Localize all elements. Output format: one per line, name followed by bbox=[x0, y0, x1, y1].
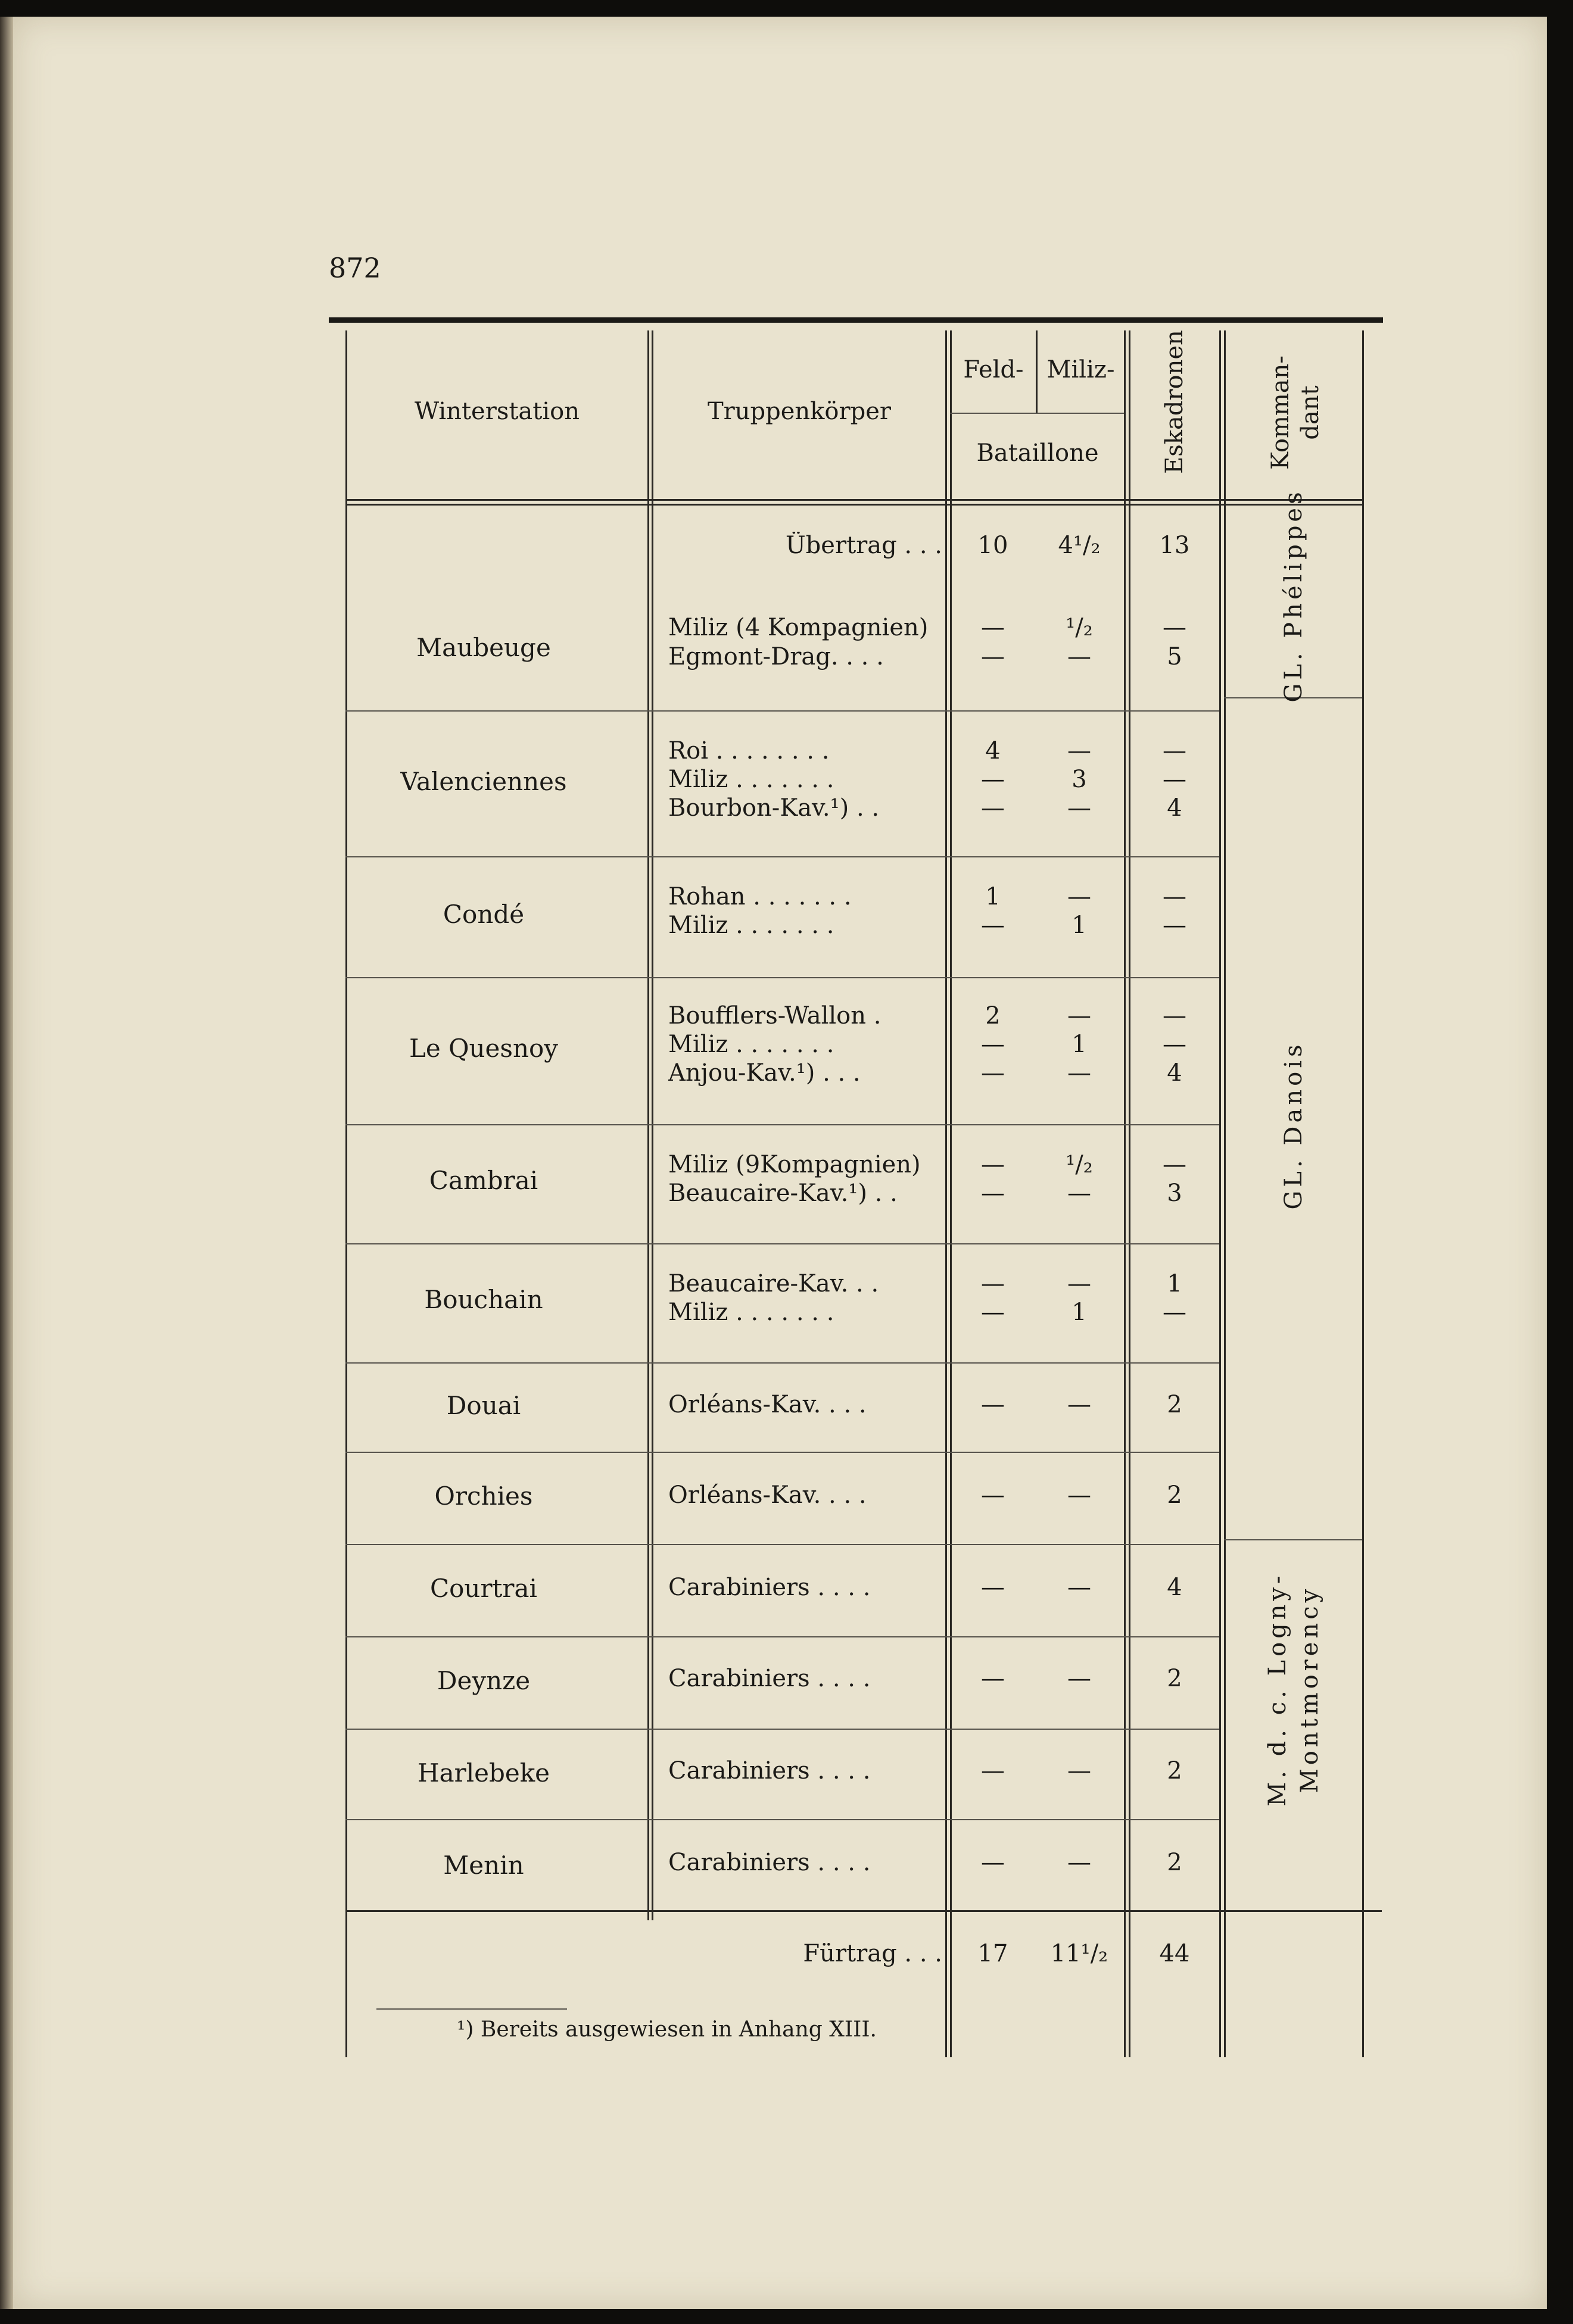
troop: Beaucaire-Kav.¹) . . bbox=[668, 1180, 898, 1207]
troop: Miliz . . . . . . . bbox=[668, 766, 834, 793]
esk-value: 2 bbox=[1167, 1481, 1182, 1509]
esk-value: 4 bbox=[1167, 1059, 1182, 1087]
group-divider bbox=[345, 1819, 1219, 1820]
col-divider-bataillone bbox=[1124, 330, 1126, 2057]
miliz-value: 1 bbox=[1071, 1299, 1087, 1326]
station-menin: Menin bbox=[443, 1851, 524, 1880]
header-eskadronen: Eskadronen bbox=[1161, 330, 1188, 474]
group-divider bbox=[345, 1544, 1219, 1545]
troop: Anjou-Kav.¹) . . . bbox=[668, 1059, 861, 1087]
group-divider bbox=[345, 1243, 1219, 1244]
miliz-value: — bbox=[1067, 1481, 1091, 1509]
troop: Miliz . . . . . . . bbox=[668, 1031, 834, 1058]
header-troops: Truppenkörper bbox=[707, 398, 892, 425]
col-divider-bataillone-double bbox=[1129, 330, 1130, 2057]
col-divider-station bbox=[647, 330, 649, 1920]
miliz-value: 3 bbox=[1071, 766, 1087, 793]
miliz-value: — bbox=[1067, 1391, 1091, 1418]
feld-value: — bbox=[981, 1665, 1005, 1692]
troop: Boufflers-Wallon . bbox=[668, 1002, 881, 1030]
feld-value: 1 bbox=[985, 883, 1001, 910]
page-number: 872 bbox=[329, 252, 381, 284]
col-divider-station-double bbox=[652, 330, 653, 1920]
footnote: ¹) Bereits ausgewiesen in Anhang XIII. bbox=[457, 2017, 877, 2042]
esk-value: — bbox=[1163, 1151, 1186, 1178]
group-divider bbox=[345, 1636, 1219, 1637]
miliz-value: — bbox=[1067, 883, 1091, 910]
feld-value: — bbox=[981, 614, 1005, 641]
esk-value: — bbox=[1163, 737, 1186, 765]
feld-value: — bbox=[981, 1757, 1005, 1785]
troop: Roi . . . . . . . . bbox=[668, 737, 830, 765]
group-divider bbox=[345, 1124, 1219, 1125]
feld-value: — bbox=[981, 1391, 1005, 1418]
feld-value: — bbox=[981, 1180, 1005, 1207]
total-rule bbox=[345, 1910, 1382, 1912]
garrison-table bbox=[329, 317, 1383, 2056]
header-bataillone: Bataillone bbox=[976, 439, 1099, 467]
esk-value: — bbox=[1163, 1299, 1186, 1326]
troop: Miliz . . . . . . . bbox=[668, 912, 834, 939]
troop: Miliz (9Kompagnien) bbox=[668, 1151, 921, 1178]
station-valenciennes: Valenciennes bbox=[400, 767, 567, 796]
col-divider-esk bbox=[1219, 330, 1221, 2057]
miliz-value: 1 bbox=[1071, 912, 1087, 939]
miliz-value: — bbox=[1067, 1270, 1091, 1297]
book-page bbox=[13, 17, 1547, 2309]
station-le-quesnoy: Le Quesnoy bbox=[409, 1034, 559, 1063]
esk-value: 2 bbox=[1167, 1757, 1182, 1785]
total-esk: 44 bbox=[1159, 1940, 1190, 1967]
total-miliz: 11¹/₂ bbox=[1050, 1940, 1108, 1967]
esk-value: — bbox=[1163, 1031, 1186, 1058]
header-bottom-rule bbox=[345, 499, 1362, 501]
miliz-value: 1 bbox=[1071, 1031, 1087, 1058]
station-bouchain: Bouchain bbox=[424, 1285, 543, 1314]
group-divider bbox=[345, 856, 1219, 857]
troop: Rohan . . . . . . . bbox=[668, 883, 852, 910]
esk-value: — bbox=[1163, 614, 1186, 641]
carry-label: Übertrag . . . bbox=[785, 532, 942, 559]
group-divider bbox=[345, 1729, 1219, 1730]
troop: Carabiniers . . . . bbox=[668, 1574, 871, 1601]
feld-value: — bbox=[981, 794, 1005, 822]
miliz-value: — bbox=[1067, 1180, 1091, 1207]
commander-danois: GL. Danois bbox=[1280, 1041, 1307, 1210]
commander-logny-montmorency: M. d. c. Logny- Montmorency bbox=[1264, 1572, 1323, 1807]
feld-value: — bbox=[981, 1574, 1005, 1601]
group-divider bbox=[345, 710, 1219, 712]
miliz-value: — bbox=[1067, 643, 1091, 670]
esk-value: 3 bbox=[1167, 1180, 1182, 1207]
troop: Carabiniers . . . . bbox=[668, 1849, 871, 1876]
troop: Miliz (4 Kompagnien) bbox=[668, 614, 929, 641]
esk-value: — bbox=[1163, 883, 1186, 910]
esk-value: 2 bbox=[1167, 1665, 1182, 1692]
feld-value: — bbox=[981, 1059, 1005, 1087]
total-label: Fürtrag . . . bbox=[803, 1940, 942, 1967]
troop: Miliz . . . . . . . bbox=[668, 1299, 834, 1326]
header-miliz: Miliz- bbox=[1046, 356, 1115, 383]
carry-feld: 10 bbox=[977, 532, 1008, 559]
esk-value: 2 bbox=[1167, 1391, 1182, 1418]
feld-value: — bbox=[981, 1299, 1005, 1326]
carry-esk: 13 bbox=[1159, 532, 1190, 559]
feld-value: — bbox=[981, 766, 1005, 793]
esk-value: 4 bbox=[1167, 794, 1182, 822]
miliz-value: ¹/₂ bbox=[1066, 1151, 1093, 1178]
miliz-value: — bbox=[1067, 1059, 1091, 1087]
station-courtrai: Courtrai bbox=[430, 1574, 537, 1603]
feld-value: — bbox=[981, 1849, 1005, 1876]
troop: Carabiniers . . . . bbox=[668, 1757, 871, 1785]
header-sub-rule bbox=[950, 413, 1124, 414]
header-bottom-rule-double bbox=[345, 504, 1362, 506]
troop: Orléans-Kav. . . . bbox=[668, 1481, 867, 1509]
page-edge bbox=[0, 17, 13, 2309]
group-divider bbox=[345, 1452, 1219, 1453]
troop: Egmont-Drag. . . . bbox=[668, 643, 884, 670]
header-station: Winterstation bbox=[415, 398, 580, 425]
feld-value: — bbox=[981, 1481, 1005, 1509]
header-kommandant: Komman- dant bbox=[1267, 355, 1324, 470]
total-feld: 17 bbox=[977, 1940, 1008, 1967]
footnote-rule bbox=[376, 2008, 567, 2010]
station-deynze: Deynze bbox=[437, 1666, 531, 1695]
station-cambrai: Cambrai bbox=[429, 1166, 538, 1195]
esk-value: 4 bbox=[1167, 1574, 1182, 1601]
feld-value: — bbox=[981, 1151, 1005, 1178]
commander-phelippes: GL. Phélippes bbox=[1280, 488, 1307, 703]
feld-value: — bbox=[981, 1031, 1005, 1058]
station-harlebeke: Harlebeke bbox=[417, 1758, 550, 1788]
carry-miliz: 4¹/₂ bbox=[1058, 532, 1101, 559]
top-rule bbox=[329, 317, 1383, 323]
miliz-value: — bbox=[1067, 1757, 1091, 1785]
station-conde: Condé bbox=[443, 900, 525, 929]
header-feld: Feld- bbox=[963, 356, 1024, 383]
miliz-value: ¹/₂ bbox=[1066, 614, 1093, 641]
troop: Carabiniers . . . . bbox=[668, 1665, 871, 1692]
col-divider-esk-double bbox=[1224, 330, 1226, 2057]
table-right-border bbox=[1362, 330, 1364, 2057]
esk-value: 5 bbox=[1167, 643, 1182, 670]
miliz-value: — bbox=[1067, 737, 1091, 765]
miliz-value: — bbox=[1067, 1665, 1091, 1692]
feld-value: — bbox=[981, 912, 1005, 939]
group-divider bbox=[345, 977, 1219, 978]
troop: Bourbon-Kav.¹) . . bbox=[668, 794, 880, 822]
esk-value: — bbox=[1163, 1002, 1186, 1030]
feld-value: 4 bbox=[985, 737, 1001, 765]
station-maubeuge: Maubeuge bbox=[416, 633, 551, 662]
station-douai: Douai bbox=[446, 1391, 521, 1420]
troop: Beaucaire-Kav. . . bbox=[668, 1270, 879, 1297]
esk-value: — bbox=[1163, 766, 1186, 793]
feld-value: — bbox=[981, 1270, 1005, 1297]
esk-value: 1 bbox=[1167, 1270, 1182, 1297]
miliz-value: — bbox=[1067, 794, 1091, 822]
troop: Orléans-Kav. . . . bbox=[668, 1391, 867, 1418]
esk-value: 2 bbox=[1167, 1849, 1182, 1876]
feld-value: — bbox=[981, 643, 1005, 670]
esk-value: — bbox=[1163, 912, 1186, 939]
miliz-value: — bbox=[1067, 1574, 1091, 1601]
feld-value: 2 bbox=[985, 1002, 1001, 1030]
miliz-value: — bbox=[1067, 1849, 1091, 1876]
station-orchies: Orchies bbox=[434, 1481, 533, 1511]
group-divider bbox=[345, 1362, 1219, 1364]
miliz-value: — bbox=[1067, 1002, 1091, 1030]
